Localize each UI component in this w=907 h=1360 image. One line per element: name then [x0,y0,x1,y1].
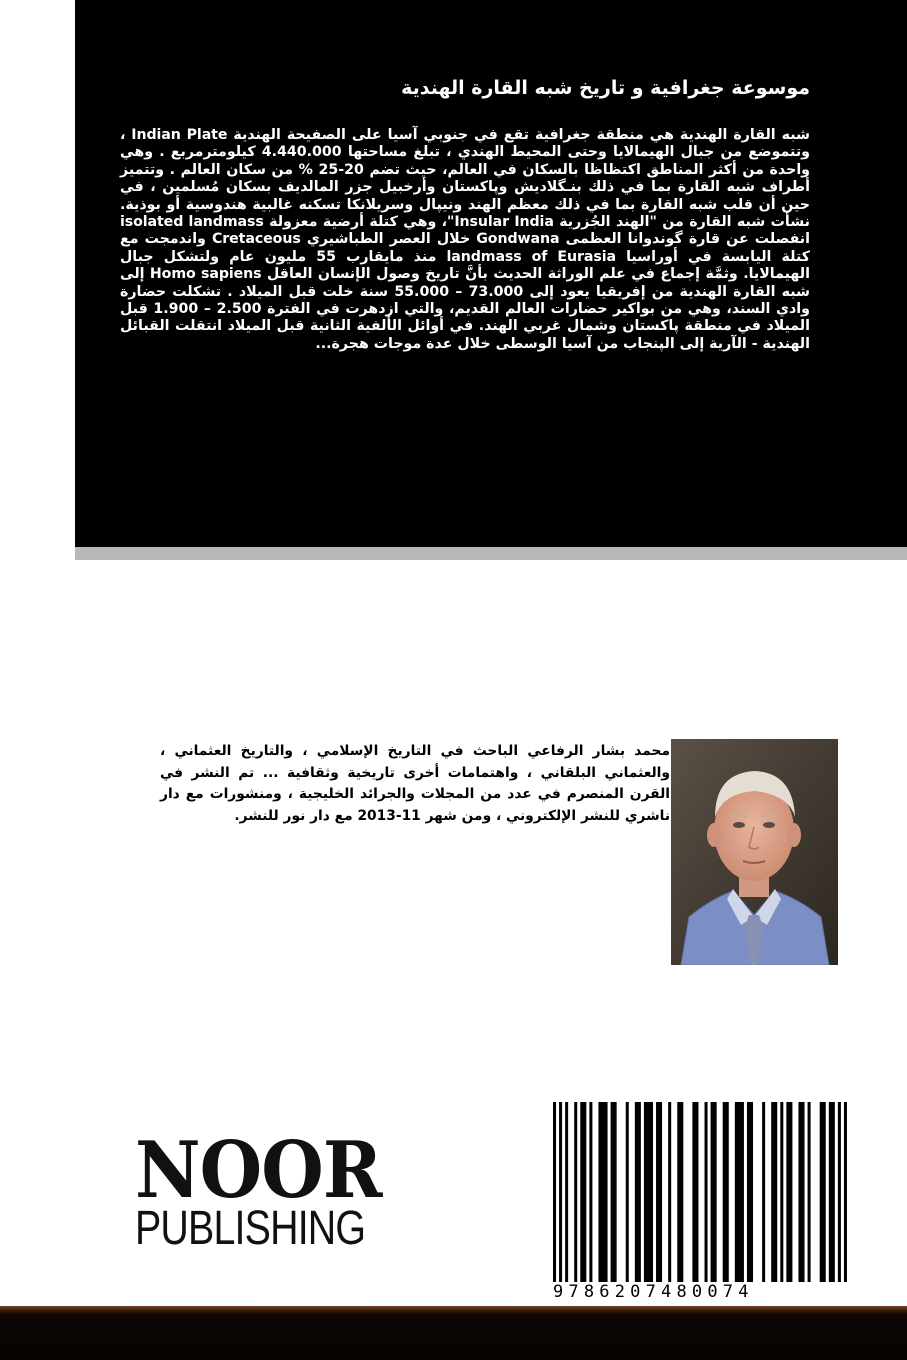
publisher-logo [135,1125,415,1272]
grey-strip [75,547,907,560]
author-bio: محمد بشار الرفاعي الباحث في التاريخ الإسلامي ، والتاريخ العثماني ، والعثماني البلقاني ، واهتمامات أخرى تاريخية وثقافية ... تم النشر في القرن المنصرم في عدد من المجلات والجرائد الخليجية ، ومنشورات مع دار ناشري للنشر الإلكتروني ، ومن شهر 11-2013 مع دار نور للنشر. [160,743,670,824]
barcode-bar [798,1102,804,1282]
barcode-bar [705,1102,708,1282]
barcode-bar [644,1102,653,1282]
barcode-bar [780,1102,783,1282]
barcode-bar [553,1102,556,1282]
barcode-bar [771,1102,777,1282]
barcode-bar [786,1102,792,1282]
barcode-bar [565,1102,568,1282]
isbn-number: 9786207480074 [553,1282,754,1302]
barcode-bar [838,1102,841,1282]
barcode-bar [626,1102,629,1282]
barcode-bar [820,1102,826,1282]
barcode-bar [711,1102,717,1282]
barcode-bar [559,1102,562,1282]
barcode-bar [735,1102,744,1282]
publisher-name-line1: NOOR [135,1125,382,1216]
barcode-bar [635,1102,641,1282]
barcode-bar [574,1102,577,1282]
barcode-bar [656,1102,662,1282]
barcode-bar [668,1102,671,1282]
book-blurb: شبه القارة الهندية هي منطقة جغرافية تقع في جنوبي آسيا على الصفيحة الهندية Indian Plate ، وتتموضع من جبال الهيمالايا وحتى المحيط الهندي ، تبلغ مساحتها 4.440.000 كيلومترمربع . وهي واحدة من أكثر المناطق اكتظاظا بالسكان في العالم، حيث تضم 20-25 % من سكان العالم . وتتميز أطراف شبه القارة بما في ذلك بنـگلاديش وپاكستان وأرخبيل جزر المالديف بسكان مُسلمين ، في حين أن قلب شبه القارة بما في ذلك معظم الهند ونيپال وسريلانكا تسكنه غالبية هندوسية أو بوذية. نشأت شبه القارة من "الهند الجُزرية Insular India"، وهي كتلة أرضية معزولة isolated landmass انفصلت عن قارة گوندوانا العظمى Gondwana خلال العصر الطباشيري Cretaceous واندمجت مع كتلة اليابسة في أوراسيا landmass of Eurasia منذ مايقارب 55 مليون عام ولتشكل جبال الهيمالايا. وثمَّة إجماع في علم الوراثة الحديث بأنَّ تاريخ وصول الإنسان العاقل Homo sapiens إلى شبه القارة الهندية من إفريقيا يعود إلى 73.000 – 55.000 سنة خلت قبل الميلاد . تشكلت حضارة وادي السند، وهي من بواكير حضارات العالم القديم، والتي ازدهرت في الفترة 2.500 – 1.900 قبل الميلاد في منطقة پاكستان وشمال غربي الهند. في أوائل الألفية الثانية قبل الميلاد انتقلت القبائل الهندية - الآرية إلى الپنجاب من آسيا الوسطى خلال عدة موجات هجرة... [120,127,811,352]
barcode-bar [611,1102,617,1282]
barcode-bar [723,1102,729,1282]
author-photo [671,739,838,965]
book-title: موسوعة جغرافية و تاريخ شبه القارة الهندية [401,77,810,99]
barcode-bar [747,1102,753,1282]
isbn-barcode [553,1102,850,1302]
bottom-band [0,1306,907,1360]
barcode-bar [677,1102,683,1282]
barcode-bar [844,1102,847,1282]
barcode-bar [692,1102,698,1282]
barcode-bar [829,1102,835,1282]
barcode-bar [808,1102,811,1282]
barcode-bar [589,1102,592,1282]
barcode-bar [762,1102,765,1282]
barcode-bar [598,1102,607,1282]
publisher-name-line2: PUBLISHING [135,1202,366,1255]
barcode-bar [580,1102,586,1282]
